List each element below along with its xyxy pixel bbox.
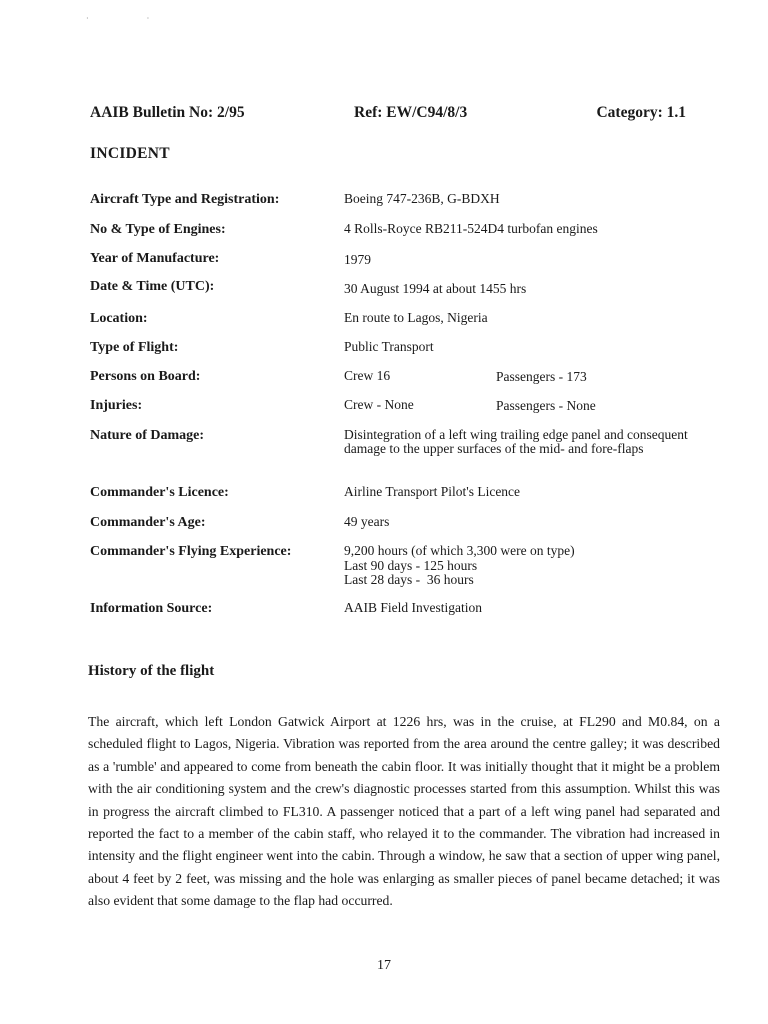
field-value: Boeing 747-236B, G-BDXH [344, 191, 500, 206]
bulletin-header [90, 104, 716, 126]
field-label: No & Type of Engines: [90, 222, 226, 237]
field-value: 49 years [344, 514, 390, 529]
body-paragraph: The aircraft, which left London Gatwick Airport at 1226 hrs, was in the cruise, at FL290 and M0.84, on a scheduled flight to Lagos, Nigeria. Vibration was reported from the area around the centre galley; it was described as a 'rumble' and appeared to come from beneath the cabin floor. It was initially thought that it might be a problem with the air conditioning system and the crew's diagnostic processes started from this assumption. Whilst this was in progress the aircraft climbed to FL310. A passenger noticed that a part of a left wing panel had separated and reported the fact to a member of the cabin staff, who relayed it to the commander. The vibration had increased in intensity and the flight engineer went into the cabin. Through a window, he saw that a section of upper wing panel, about 4 feet by 2 feet, was missing and the hole was enlarging as smaller pieces of panel became detached; it was also evident that some damage to the flap had occurred. [88, 714, 720, 909]
experience-90-days: Last 90 days - 125 hours [344, 557, 478, 573]
field-value: En route to Lagos, Nigeria [344, 310, 488, 325]
category: Category: 1.1 [596, 104, 686, 121]
field-label: Commander's Flying Experience: [90, 544, 292, 559]
field-value: Public Transport [344, 339, 434, 354]
field-label: Injuries: [90, 398, 143, 413]
incident-heading: INCIDENT [90, 145, 170, 162]
field-label: Date & Time (UTC): [90, 279, 215, 294]
field-label: Commander's Licence: [90, 485, 229, 500]
field-value: Airline Transport Pilot's Licence [344, 484, 521, 499]
reference-number: Ref: EW/C94/8/3 [354, 104, 468, 121]
passenger-count: Passengers - 173 [496, 369, 587, 384]
field-label: Aircraft Type and Registration: [90, 192, 280, 207]
bulletin-number: AAIB Bulletin No: 2/95 [90, 104, 245, 121]
field-value: AAIB Field Investigation [344, 600, 482, 615]
experience-28-days: Last 28 days - 36 hours [344, 572, 474, 587]
field-label: Information Source: [90, 601, 213, 616]
field-label: Nature of Damage: [90, 428, 205, 443]
page-number: 17 [377, 958, 391, 973]
field-label: Commander's Age: [90, 515, 206, 530]
experience-total: 9,200 hours (of which 3,300 were on type) [344, 543, 575, 558]
field-label: Year of Manufacture: [90, 251, 220, 266]
section-heading: History of the flight [88, 663, 215, 679]
field-value [344, 544, 714, 588]
passenger-injuries: Passengers - None [496, 398, 596, 413]
crew-count: Crew 16 [344, 368, 391, 383]
field-value: Disintegration of a left wing trailing edge panel and consequent damage to the upper surfaces of the mid- and fore-flaps [344, 427, 688, 456]
crew-injuries: Crew - None [344, 397, 414, 412]
field-value: 30 August 1994 at about 1455 hrs [344, 281, 527, 296]
field-value: 4 Rolls-Royce RB211-524D4 turbofan engines [344, 221, 598, 236]
scan-specks: · · [86, 14, 178, 23]
field-value: 1979 [344, 252, 371, 267]
field-label: Type of Flight: [90, 340, 179, 355]
field-label: Location: [90, 311, 148, 326]
field-label: Persons on Board: [90, 369, 201, 384]
